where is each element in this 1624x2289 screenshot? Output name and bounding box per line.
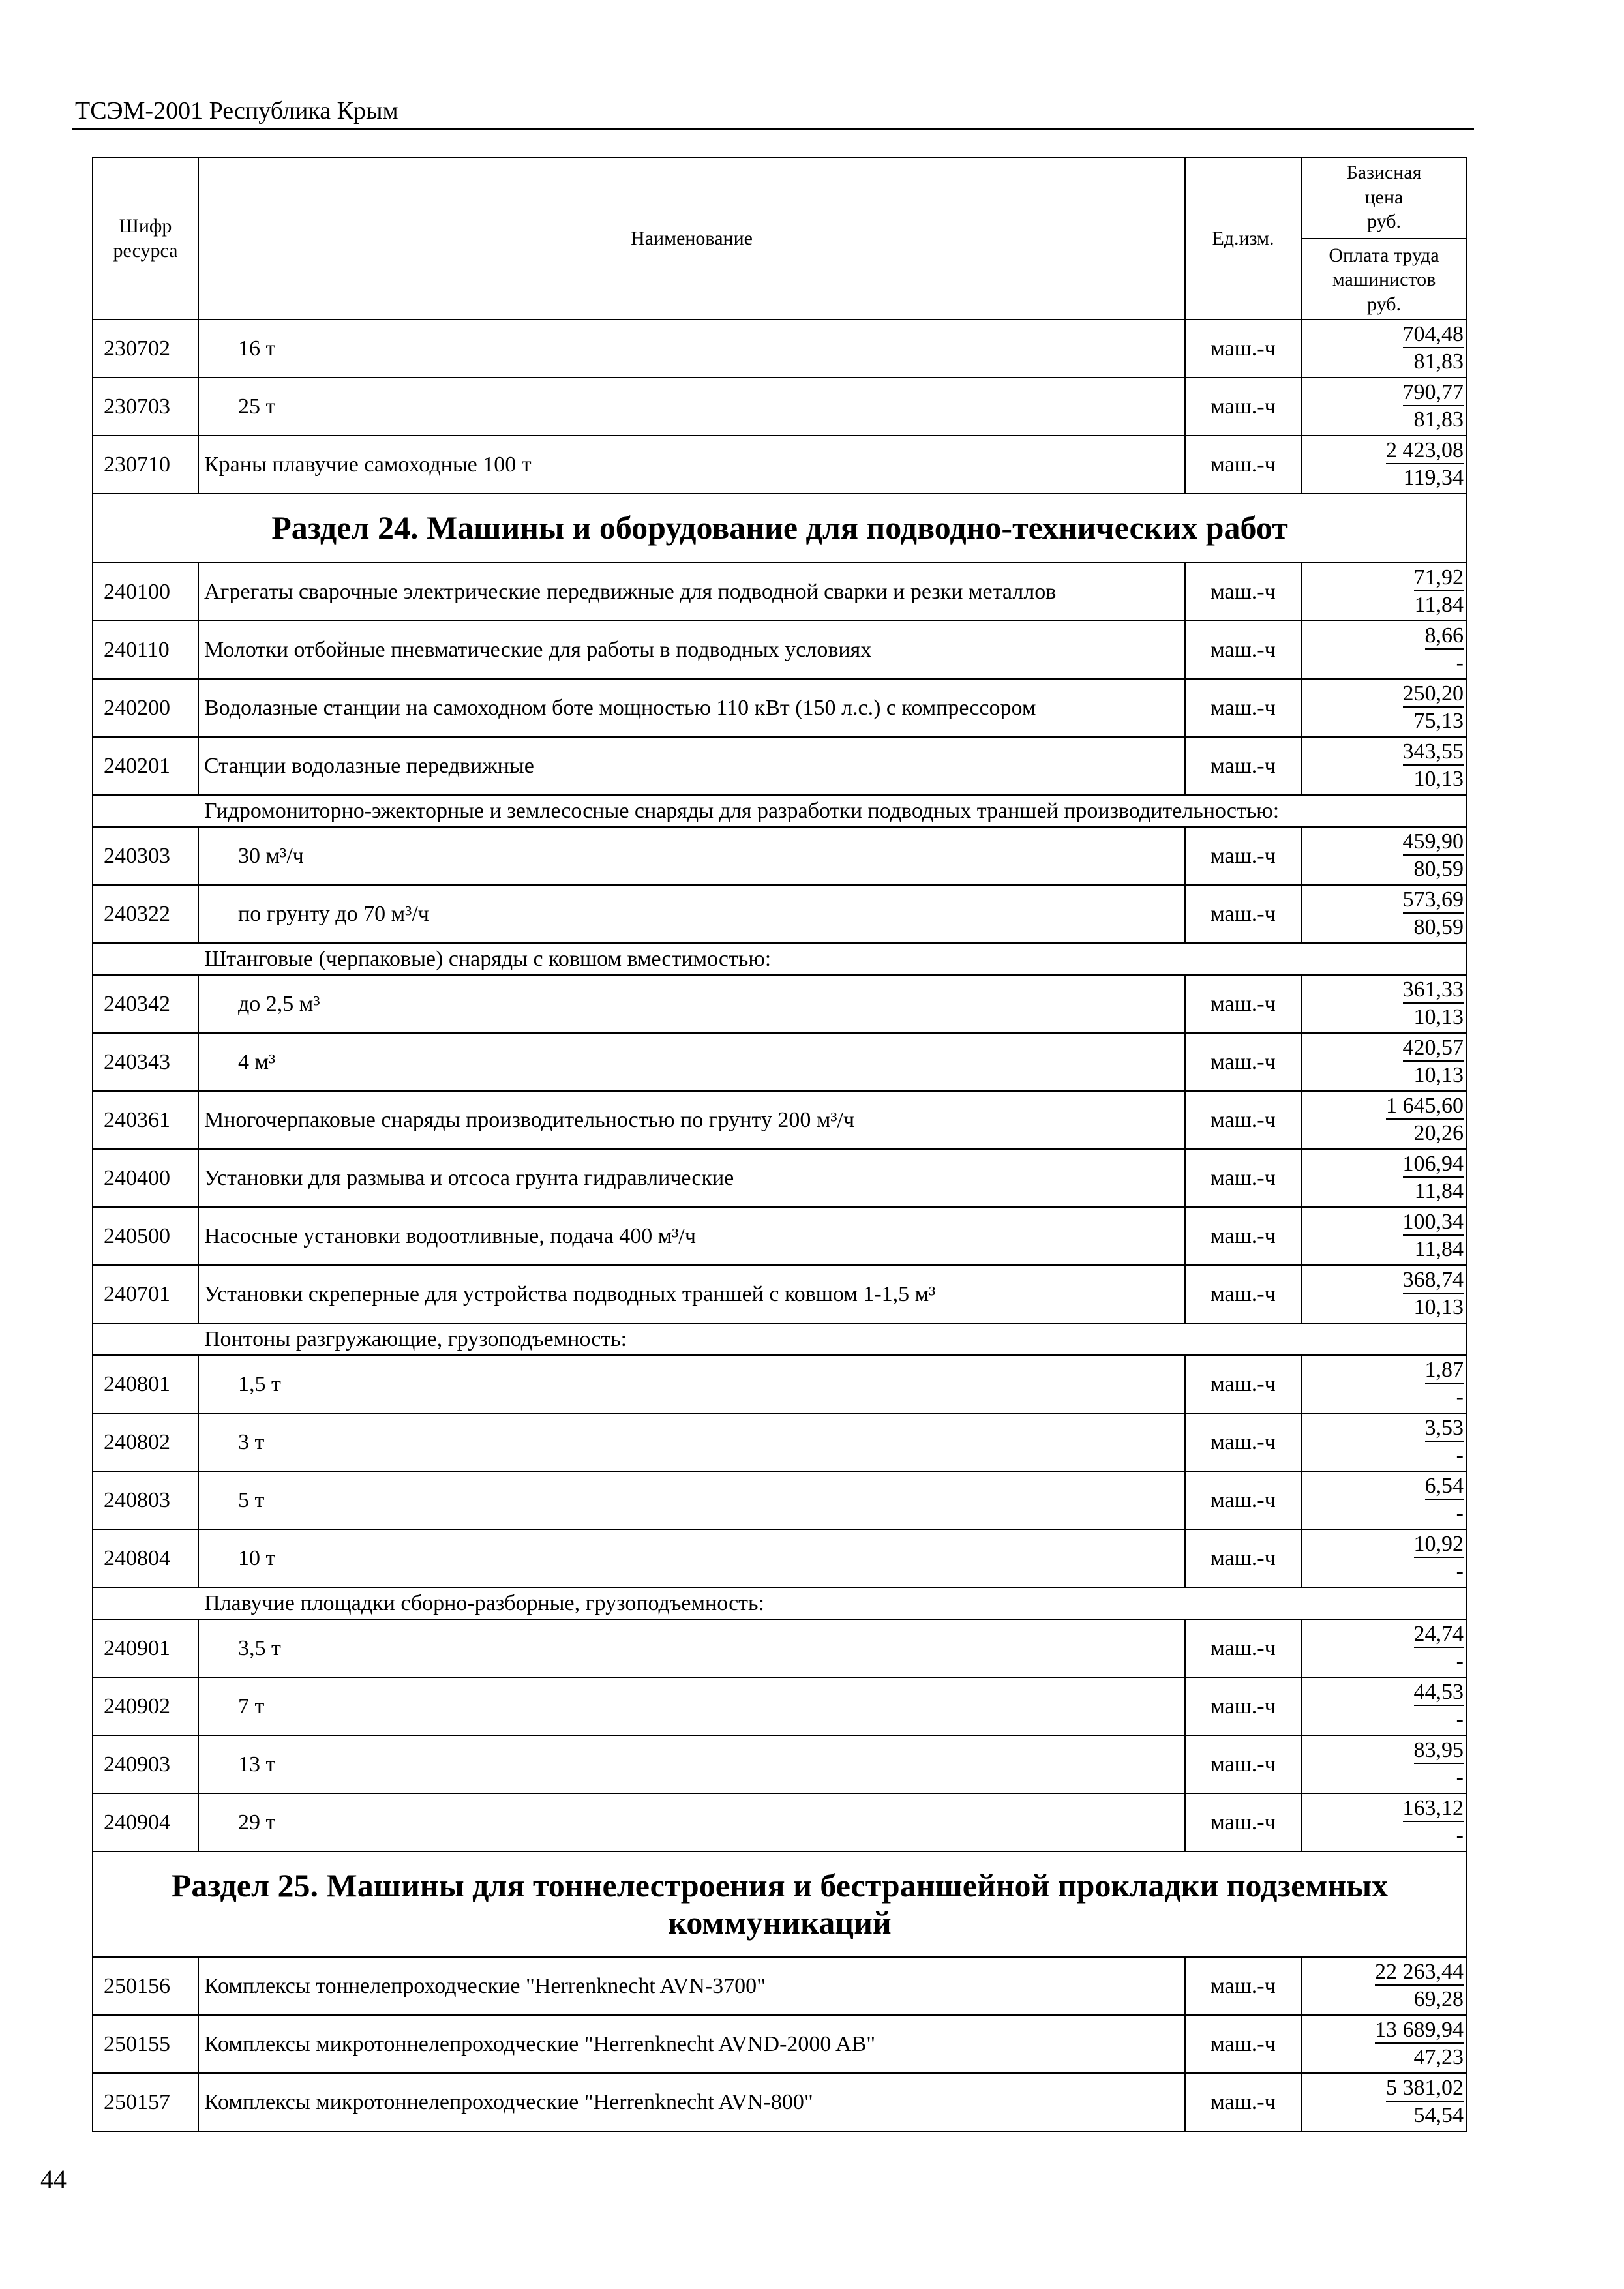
labor-pay: 119,34 — [1403, 465, 1464, 490]
base-price: 5 381,02 — [1386, 2076, 1464, 2102]
resource-name: 5 т — [198, 1471, 1185, 1529]
base-price: 790,77 — [1403, 380, 1464, 406]
base-price: 10,92 — [1414, 1532, 1464, 1558]
resource-unit: маш.-ч — [1185, 1677, 1301, 1735]
labor-pay: - — [1456, 1501, 1464, 1525]
resource-code: 240201 — [93, 737, 198, 795]
group-subheader: Гидромониторно-эжекторные и землесосные снаряды для разработки подводных траншей производительностью: — [93, 795, 1467, 827]
table-header-row — [93, 157, 1467, 320]
resource-name: Насосные установки водоотливные, подача 400 м³/ч — [198, 1207, 1185, 1265]
group-subheader-row — [93, 1323, 1467, 1355]
resource-name: 25 т — [198, 378, 1185, 436]
labor-pay: - — [1456, 1649, 1464, 1673]
group-subheader-row — [93, 1587, 1467, 1619]
resource-price — [1301, 1957, 1467, 2015]
resource-unit: маш.-ч — [1185, 1355, 1301, 1413]
resource-unit: маш.-ч — [1185, 1619, 1301, 1677]
resource-unit: маш.-ч — [1185, 1735, 1301, 1793]
table-row — [93, 2015, 1467, 2073]
labor-pay: 47,23 — [1413, 2044, 1464, 2069]
resource-price — [1301, 320, 1467, 378]
machine-price-table — [92, 157, 1467, 2132]
resource-code: 240904 — [93, 1793, 198, 1851]
base-price: 2 423,08 — [1386, 438, 1464, 464]
resource-code: 240400 — [93, 1149, 198, 1207]
resource-unit: маш.-ч — [1185, 1413, 1301, 1471]
resource-unit: маш.-ч — [1185, 1091, 1301, 1149]
base-price: 704,48 — [1403, 322, 1464, 348]
resource-code: 250156 — [93, 1957, 198, 2015]
table-row — [93, 378, 1467, 436]
resource-code: 240322 — [93, 885, 198, 943]
resource-code: 240803 — [93, 1471, 198, 1529]
table-row — [93, 1091, 1467, 1149]
section-title: Раздел 24. Машины и оборудование для подводно-технических работ — [93, 494, 1467, 563]
resource-name: по грунту до 70 м³/ч — [198, 885, 1185, 943]
table-row — [93, 1957, 1467, 2015]
resource-name: 7 т — [198, 1677, 1185, 1735]
base-price: 8,66 — [1425, 623, 1464, 650]
resource-unit: маш.-ч — [1185, 2073, 1301, 2131]
labor-pay: 80,59 — [1413, 914, 1464, 939]
resource-name: Комплексы микротоннелепроходческие "Herrenknecht AVND-2000 AB" — [198, 2015, 1185, 2073]
resource-name: Краны плавучие самоходные 100 т — [198, 436, 1185, 494]
section-title: Раздел 25. Машины для тоннелестроения и бестраншейной прокладки подземных коммуникаций — [93, 1851, 1467, 1957]
resource-unit: маш.-ч — [1185, 1529, 1301, 1587]
base-price: 343,55 — [1403, 740, 1464, 766]
resource-unit: маш.-ч — [1185, 1471, 1301, 1529]
base-price: 573,69 — [1403, 888, 1464, 914]
base-price: 361,33 — [1403, 978, 1464, 1004]
table-row — [93, 827, 1467, 885]
base-price: 420,57 — [1403, 1036, 1464, 1062]
resource-price — [1301, 1413, 1467, 1471]
resource-price — [1301, 885, 1467, 943]
resource-price — [1301, 1735, 1467, 1793]
labor-pay: 10,13 — [1413, 1062, 1464, 1087]
resource-name: Многочерпаковые снаряды производительностью по грунту 200 м³/ч — [198, 1091, 1185, 1149]
resource-name: 10 т — [198, 1529, 1185, 1587]
labor-pay: 54,54 — [1413, 2102, 1464, 2127]
table-row — [93, 1355, 1467, 1413]
resource-code: 240342 — [93, 975, 198, 1033]
resource-name: Установки скреперные для устройства подводных траншей с ковшом 1-1,5 м³ — [198, 1265, 1185, 1323]
table-row — [93, 320, 1467, 378]
header-rule — [72, 128, 1474, 130]
resource-price — [1301, 679, 1467, 737]
labor-pay: 75,13 — [1413, 708, 1464, 733]
resource-name: 3 т — [198, 1413, 1185, 1471]
resource-name: 3,5 т — [198, 1619, 1185, 1677]
resource-code: 240901 — [93, 1619, 198, 1677]
base-price: 1,87 — [1425, 1358, 1464, 1384]
resource-name: Водолазные станции на самоходном боте мощностью 110 кВт (150 л.с.) с компрессором — [198, 679, 1185, 737]
labor-pay: - — [1456, 1384, 1464, 1409]
resource-unit: маш.-ч — [1185, 827, 1301, 885]
labor-pay: - — [1456, 1707, 1464, 1731]
resource-code: 240343 — [93, 1033, 198, 1091]
resource-unit: маш.-ч — [1185, 1207, 1301, 1265]
resource-price — [1301, 1265, 1467, 1323]
table-row — [93, 436, 1467, 494]
resource-price — [1301, 436, 1467, 494]
resource-code: 230703 — [93, 378, 198, 436]
resource-code: 250157 — [93, 2073, 198, 2131]
resource-code: 230710 — [93, 436, 198, 494]
labor-pay: 11,84 — [1414, 1236, 1464, 1261]
resource-code: 240902 — [93, 1677, 198, 1735]
resource-name: Установки для размыва и отсоса грунта гидравлические — [198, 1149, 1185, 1207]
base-price: 83,95 — [1414, 1738, 1464, 1764]
resource-price — [1301, 1207, 1467, 1265]
resource-unit: маш.-ч — [1185, 1793, 1301, 1851]
labor-pay: - — [1456, 1443, 1464, 1467]
resource-price — [1301, 1677, 1467, 1735]
resource-price — [1301, 1471, 1467, 1529]
section-header-row — [93, 1851, 1467, 1957]
resource-name: Комплексы микротоннелепроходческие "Herrenknecht AVN-800" — [198, 2073, 1185, 2131]
group-subheader: Понтоны разгружающие, грузоподъемность: — [93, 1323, 1467, 1355]
resource-code: 240200 — [93, 679, 198, 737]
table-row — [93, 1207, 1467, 1265]
group-subheader-row — [93, 943, 1467, 975]
table-row — [93, 1677, 1467, 1735]
table-row — [93, 1793, 1467, 1851]
labor-pay: - — [1456, 1823, 1464, 1848]
resource-price — [1301, 1529, 1467, 1587]
labor-pay: - — [1456, 650, 1464, 675]
resource-name: 4 м³ — [198, 1033, 1185, 1091]
labor-pay: 10,13 — [1413, 766, 1464, 791]
resource-name: Комплексы тоннелепроходческие "Herrenknecht AVN-3700" — [198, 1957, 1185, 2015]
page-header-title: ТСЭМ-2001 Республика Крым — [75, 97, 398, 125]
base-price: 24,74 — [1414, 1622, 1464, 1648]
table-row — [93, 1619, 1467, 1677]
resource-unit: маш.-ч — [1185, 679, 1301, 737]
labor-pay: 10,13 — [1413, 1004, 1464, 1029]
base-price: 3,53 — [1425, 1416, 1464, 1442]
header-base-price: Базисная цена руб. — [1302, 158, 1466, 239]
resource-code: 240361 — [93, 1091, 198, 1149]
resource-unit: маш.-ч — [1185, 885, 1301, 943]
resource-name: 29 т — [198, 1793, 1185, 1851]
resource-unit: маш.-ч — [1185, 621, 1301, 679]
table-row — [93, 621, 1467, 679]
resource-price — [1301, 1033, 1467, 1091]
resource-price — [1301, 1793, 1467, 1851]
resource-code: 240701 — [93, 1265, 198, 1323]
resource-price — [1301, 1355, 1467, 1413]
table-row — [93, 1033, 1467, 1091]
group-subheader: Штанговые (черпаковые) снаряды с ковшом вместимостью: — [93, 943, 1467, 975]
resource-price — [1301, 2073, 1467, 2131]
labor-pay: - — [1456, 1765, 1464, 1789]
resource-price — [1301, 827, 1467, 885]
resource-code: 230702 — [93, 320, 198, 378]
header-code: Шифр ресурса — [93, 157, 198, 320]
resource-name: 13 т — [198, 1735, 1185, 1793]
labor-pay: 80,59 — [1413, 856, 1464, 881]
resource-unit: маш.-ч — [1185, 975, 1301, 1033]
header-name: Наименование — [198, 157, 1185, 320]
table-row — [93, 885, 1467, 943]
resource-code: 240303 — [93, 827, 198, 885]
resource-unit: маш.-ч — [1185, 1265, 1301, 1323]
table-row — [93, 2073, 1467, 2131]
labor-pay: 81,83 — [1413, 407, 1464, 432]
resource-unit: маш.-ч — [1185, 2015, 1301, 2073]
resource-name: до 2,5 м³ — [198, 975, 1185, 1033]
resource-code: 240802 — [93, 1413, 198, 1471]
resource-code: 240804 — [93, 1529, 198, 1587]
labor-pay: 11,84 — [1414, 1178, 1464, 1203]
labor-pay: 11,84 — [1414, 592, 1464, 617]
table-row — [93, 563, 1467, 621]
resource-unit: маш.-ч — [1185, 436, 1301, 494]
group-subheader: Плавучие площадки сборно-разборные, грузоподъемность: — [93, 1587, 1467, 1619]
base-price: 163,12 — [1403, 1796, 1464, 1822]
resource-name: Агрегаты сварочные электрические передвижные для подводной сварки и резки металлов — [198, 563, 1185, 621]
page-number: 44 — [40, 2164, 67, 2194]
resource-price — [1301, 1149, 1467, 1207]
header-price — [1301, 157, 1467, 320]
base-price: 459,90 — [1403, 830, 1464, 856]
base-price: 13 689,94 — [1375, 2018, 1464, 2044]
resource-price — [1301, 2015, 1467, 2073]
base-price: 250,20 — [1403, 681, 1464, 708]
resource-name: 16 т — [198, 320, 1185, 378]
labor-pay: 81,83 — [1413, 349, 1464, 374]
base-price: 6,54 — [1425, 1474, 1464, 1500]
table-row — [93, 1735, 1467, 1793]
table-row — [93, 1265, 1467, 1323]
table-row — [93, 1471, 1467, 1529]
header-unit: Ед.изм. — [1185, 157, 1301, 320]
resource-code: 240903 — [93, 1735, 198, 1793]
resource-code: 250155 — [93, 2015, 198, 2073]
base-price: 22 263,44 — [1375, 1960, 1464, 1986]
resource-code: 240110 — [93, 621, 198, 679]
labor-pay: 20,26 — [1413, 1120, 1464, 1145]
resource-code: 240801 — [93, 1355, 198, 1413]
resource-unit: маш.-ч — [1185, 378, 1301, 436]
resource-name: 30 м³/ч — [198, 827, 1185, 885]
section-header-row — [93, 494, 1467, 563]
resource-name: Молотки отбойные пневматические для работы в подводных условиях — [198, 621, 1185, 679]
base-price: 106,94 — [1403, 1152, 1464, 1178]
table-row — [93, 975, 1467, 1033]
header-labor-pay: Оплата труда машинистов руб. — [1329, 244, 1439, 315]
table-row — [93, 1413, 1467, 1471]
resource-unit: маш.-ч — [1185, 563, 1301, 621]
base-price: 71,92 — [1414, 565, 1464, 591]
resource-name: 1,5 т — [198, 1355, 1185, 1413]
resource-unit: маш.-ч — [1185, 1149, 1301, 1207]
resource-unit: маш.-ч — [1185, 737, 1301, 795]
resource-price — [1301, 1619, 1467, 1677]
table-row — [93, 679, 1467, 737]
resource-price — [1301, 378, 1467, 436]
table-row — [93, 1529, 1467, 1587]
resource-unit: маш.-ч — [1185, 1957, 1301, 2015]
resource-price — [1301, 563, 1467, 621]
resource-price — [1301, 621, 1467, 679]
resource-code: 240500 — [93, 1207, 198, 1265]
base-price: 44,53 — [1414, 1680, 1464, 1706]
resource-unit: маш.-ч — [1185, 320, 1301, 378]
resource-price — [1301, 737, 1467, 795]
resource-price — [1301, 975, 1467, 1033]
table-row — [93, 1149, 1467, 1207]
base-price: 1 645,60 — [1386, 1094, 1464, 1120]
labor-pay: 10,13 — [1413, 1294, 1464, 1319]
resource-code: 240100 — [93, 563, 198, 621]
labor-pay: - — [1456, 1559, 1464, 1583]
base-price: 100,34 — [1403, 1210, 1464, 1236]
base-price: 368,74 — [1403, 1268, 1464, 1294]
resource-name: Станции водолазные передвижные — [198, 737, 1185, 795]
resource-price — [1301, 1091, 1467, 1149]
labor-pay: 69,28 — [1413, 1986, 1464, 2011]
group-subheader-row — [93, 795, 1467, 827]
resource-unit: маш.-ч — [1185, 1033, 1301, 1091]
table-row — [93, 737, 1467, 795]
